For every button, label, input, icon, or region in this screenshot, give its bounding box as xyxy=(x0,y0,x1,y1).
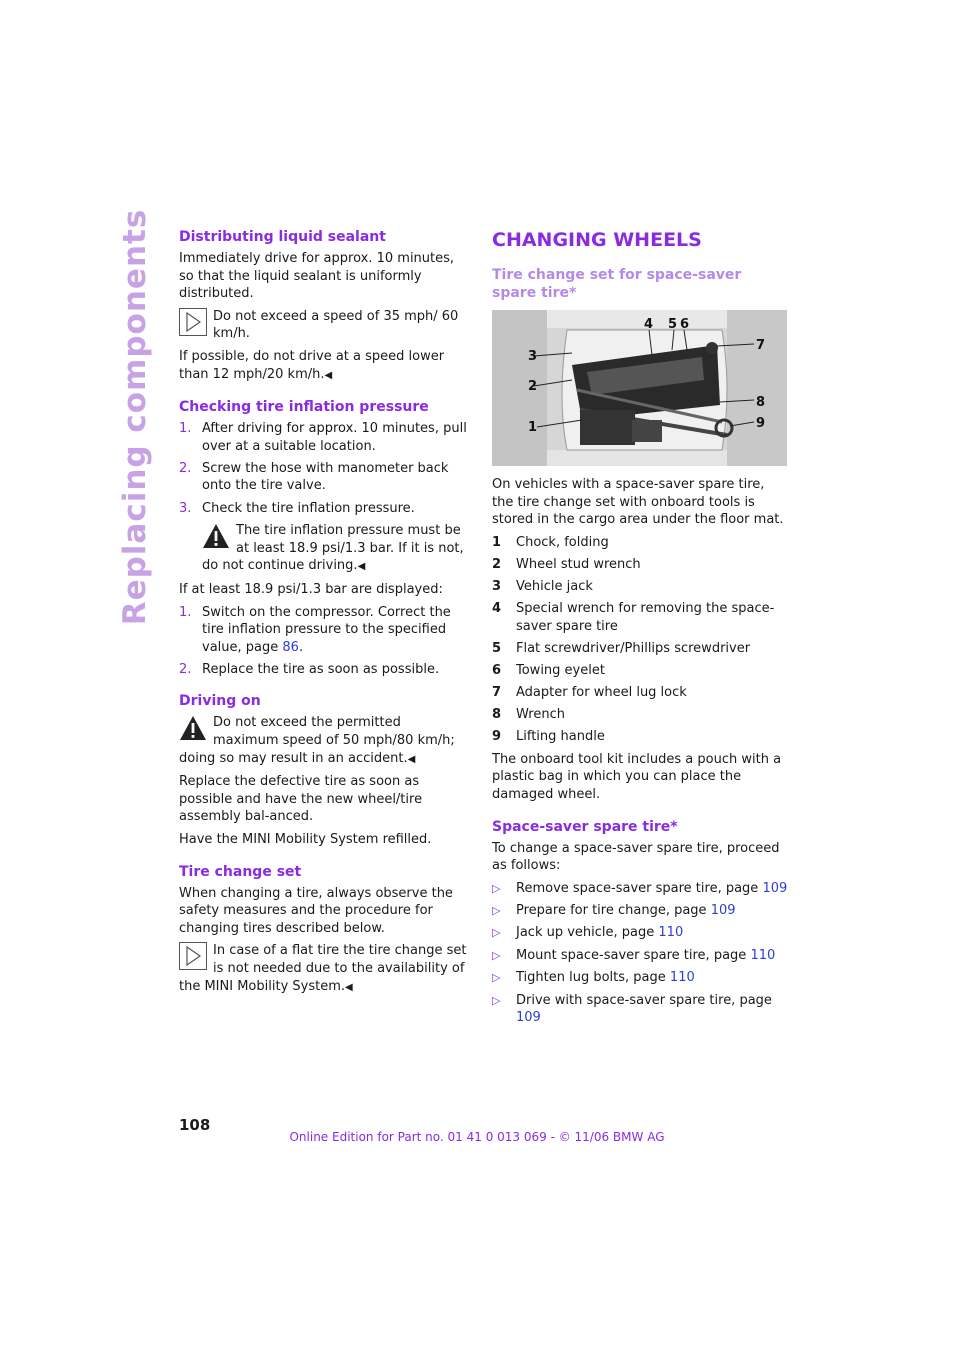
callout-3: 3 xyxy=(528,349,538,364)
list-item: 2 Wheel stud wrench xyxy=(492,556,641,572)
warning-box xyxy=(202,522,469,576)
heading-space-saver-spare: Space-saver spare tire* xyxy=(492,818,678,835)
chapter-side-tab xyxy=(117,208,153,626)
list-item: 2. Replace the tire as soon as possible. xyxy=(179,661,440,677)
end-mark-icon: ◀ xyxy=(345,981,353,993)
heading-driving-on: Driving on xyxy=(179,693,261,710)
warning-triangle-icon xyxy=(202,522,230,550)
page-link[interactable]: 109 xyxy=(710,903,736,919)
warning-text: The tire inflation pressure must be at least 18.9 psi/1.3 bar. If it is not, do not continue driving. xyxy=(202,523,464,574)
steps-list xyxy=(179,420,469,517)
bullet-arrow-icon: ▷ xyxy=(492,926,501,940)
note-text: Do not exceed a speed of 35 mph/ 60 km/h. xyxy=(213,308,459,342)
chapter-title: Replacing components xyxy=(117,208,153,626)
list-item: 1. Switch on the compressor. Correct the tire inflation pressure to the specified value, page 86. xyxy=(179,604,451,655)
list-item: 4 Special wrench for removing the space-saver spare tire xyxy=(492,601,775,634)
bullet-arrow-icon: ▷ xyxy=(492,948,501,962)
list-item: 7 Adapter for wheel lug lock xyxy=(492,684,687,700)
page-link[interactable]: 110 xyxy=(658,925,684,941)
steps-list xyxy=(179,604,469,679)
list-item: 6 Towing eyelet xyxy=(492,662,605,678)
list-item: ▷ Prepare for tire change, page 109 xyxy=(492,903,736,919)
paragraph: To change a space-saver spare tire, proceed as follows: xyxy=(492,840,780,874)
paragraph: On vehicles with a space-saver spare tire, the tire change set with onboard tools is stored in the cargo area under the floor mat. xyxy=(492,477,784,528)
note-arrow-icon xyxy=(179,308,207,336)
callout-1: 1 xyxy=(528,420,538,435)
list-item: ▷ Tighten lug bolts, page 110 xyxy=(492,970,695,986)
page-link[interactable]: 109 xyxy=(516,1010,541,1026)
list-item: 8 Wrench xyxy=(492,707,565,723)
list-item: ▷ Remove space-saver spare tire, page 109 xyxy=(492,880,788,896)
section-title: CHANGING WHEELS xyxy=(492,229,702,251)
bullet-arrow-icon: ▷ xyxy=(492,904,501,918)
callout-5: 5 xyxy=(668,317,678,332)
parts-list xyxy=(492,534,788,746)
procedure-list xyxy=(492,880,788,1027)
footer: Online Edition for Part no. 01 41 0 013 069 - © 11/06 BMW AG xyxy=(289,1130,665,1144)
end-mark-icon: ◀ xyxy=(407,753,416,765)
list-item: 3 Vehicle jack xyxy=(492,578,593,594)
list-item: ▷ Jack up vehicle, page 110 xyxy=(492,925,684,941)
paragraph: If at least 18.9 psi/1.3 bar are displayed: xyxy=(179,581,443,597)
note-box xyxy=(179,942,469,996)
list-item: 1 Chock, folding xyxy=(492,534,609,550)
paragraph: The onboard tool kit includes a pouch with a plastic bag in which you can place the damaged wheel. xyxy=(492,751,782,802)
page-link[interactable]: 86 xyxy=(282,639,299,655)
note-text: In case of a flat tire the tire change set is not needed due to the availability of the MINI Mobility System. xyxy=(179,943,467,994)
list-item: 9 Lifting handle xyxy=(492,729,605,745)
page-link[interactable]: 110 xyxy=(669,970,695,986)
end-mark-icon: ◀ xyxy=(324,369,333,381)
paragraph: Immediately drive for approx. 10 minutes, so that the liquid sealant is uniformly distributed. xyxy=(179,251,455,302)
paragraph: Have the MINI Mobility System refilled. xyxy=(179,831,432,847)
callout-6: 6 xyxy=(680,317,690,332)
warning-triangle-icon xyxy=(179,714,207,742)
heading-tire-change-set-spare: Tire change set for space-saver spare tire* xyxy=(492,267,742,301)
warning-box xyxy=(179,714,469,768)
heading-distributing-sealant: Distributing liquid sealant xyxy=(179,229,386,245)
bullet-arrow-icon: ▷ xyxy=(492,993,501,1007)
paragraph: If possible, do not drive at a speed lower than 12 mph/20 km/h.◀ xyxy=(179,348,445,382)
tool-kit-figure xyxy=(492,310,787,466)
callout-2: 2 xyxy=(528,379,538,394)
list-item: 5 Flat screwdriver/Phillips screwdriver xyxy=(492,640,751,656)
page-link[interactable]: 110 xyxy=(750,947,776,963)
note-arrow-icon xyxy=(179,942,207,970)
page-link[interactable]: 109 xyxy=(762,880,788,896)
heading-checking-pressure: Checking tire inflation pressure xyxy=(179,399,429,416)
bullet-arrow-icon: ▷ xyxy=(492,881,501,895)
callout-9: 9 xyxy=(756,416,766,431)
page-number: 108 xyxy=(179,1116,211,1134)
callout-8: 8 xyxy=(756,395,766,410)
right-column xyxy=(492,228,788,1032)
list-item: 3. Check the tire inflation pressure. xyxy=(179,500,415,516)
end-mark-icon: ◀ xyxy=(357,561,366,573)
left-column xyxy=(179,228,469,1001)
list-item: 1. After driving for approx. 10 minutes, pull over at a suitable location. xyxy=(179,421,467,454)
list-item: 2. Screw the hose with manometer back onto the tire valve. xyxy=(179,460,449,494)
tool-kit-illustration xyxy=(492,310,787,466)
warning-text: Do not exceed the permitted maximum speed of 50 mph/80 km/h; doing so may result in an accident. xyxy=(179,715,455,766)
list-item: ▷ Drive with space-saver spare tire, page 109 xyxy=(492,992,772,1026)
bullet-arrow-icon: ▷ xyxy=(492,971,501,985)
list-item: ▷ Mount space-saver spare tire, page 110 xyxy=(492,947,776,963)
heading-tire-change-set: Tire change set xyxy=(179,863,302,880)
callout-7: 7 xyxy=(756,338,766,353)
paragraph: Replace the defective tire as soon as possible and have the new wheel/tire assembly bal-anced. xyxy=(179,774,423,825)
paragraph: When changing a tire, always observe the safety measures and the procedure for changing tires described below. xyxy=(179,885,453,936)
callout-4: 4 xyxy=(644,317,654,332)
note-box xyxy=(179,308,469,343)
